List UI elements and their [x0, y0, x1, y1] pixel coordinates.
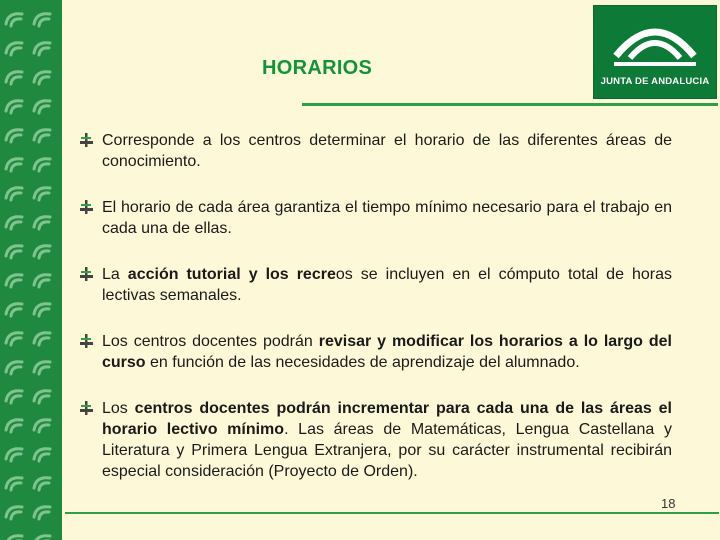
- text-run: . Las áreas de Matemáticas, Lengua Castellana y Literatura y Primera Lengua Extranjera, por su carácter instrumental recibirán especial consideración (Proyecto de Orden).: [102, 421, 673, 480]
- list-item: [80, 130, 672, 172]
- bullet-marker-icon: [80, 334, 93, 348]
- bold-text: revisar y modificar los horarios a lo largo del curso: [102, 333, 672, 371]
- list-item-text: [102, 266, 672, 304]
- text-run: Corresponde a los centros determinar el horario de las diferentes áreas de conocimiento.: [102, 132, 672, 170]
- bullet-marker-icon: [80, 267, 93, 281]
- text-run: La: [102, 266, 128, 283]
- logo-text: JUNTA DE ANDALUCIA: [600, 76, 710, 87]
- text-run: en función de las necesidades de aprendizaje del alumnado.: [145, 354, 580, 371]
- bold-text: centros docentes podrán incrementar para cada una de las áreas el horario lectivo mínimo: [102, 400, 672, 438]
- footer-divider: [65, 512, 719, 514]
- page-number: 18: [661, 496, 676, 511]
- list-item-text: [102, 199, 672, 237]
- bullet-marker-icon: [80, 133, 93, 147]
- list-item: [80, 197, 672, 239]
- bold-text: acción tutorial y los recre: [127, 266, 336, 283]
- list-item: [80, 264, 672, 306]
- text-run: Los centros docentes podrán: [102, 333, 319, 350]
- list-item: [80, 331, 672, 373]
- list-item-text: [102, 132, 672, 170]
- list-item: [80, 398, 672, 482]
- bullet-marker-icon: [80, 200, 93, 214]
- text-run: os se incluyen en el cómputo total de horas lectivas semanales.: [102, 266, 672, 304]
- text-run: Los: [102, 400, 135, 417]
- title-divider: [302, 103, 718, 106]
- arc-pattern-icon: [0, 0, 62, 540]
- text-run: El horario de cada área garantiza el tiempo mínimo necesario para el trabajo en cada una de ellas.: [102, 199, 672, 237]
- decorative-sidebar: [0, 0, 62, 540]
- list-item-text: [102, 333, 672, 371]
- slide-title: HORARIOS: [262, 57, 373, 79]
- junta-andalucia-logo: [593, 5, 717, 99]
- bullet-list: [80, 130, 672, 507]
- logo-arches-icon: [594, 6, 716, 76]
- list-item-text: [102, 400, 672, 480]
- bullet-marker-icon: [80, 401, 93, 415]
